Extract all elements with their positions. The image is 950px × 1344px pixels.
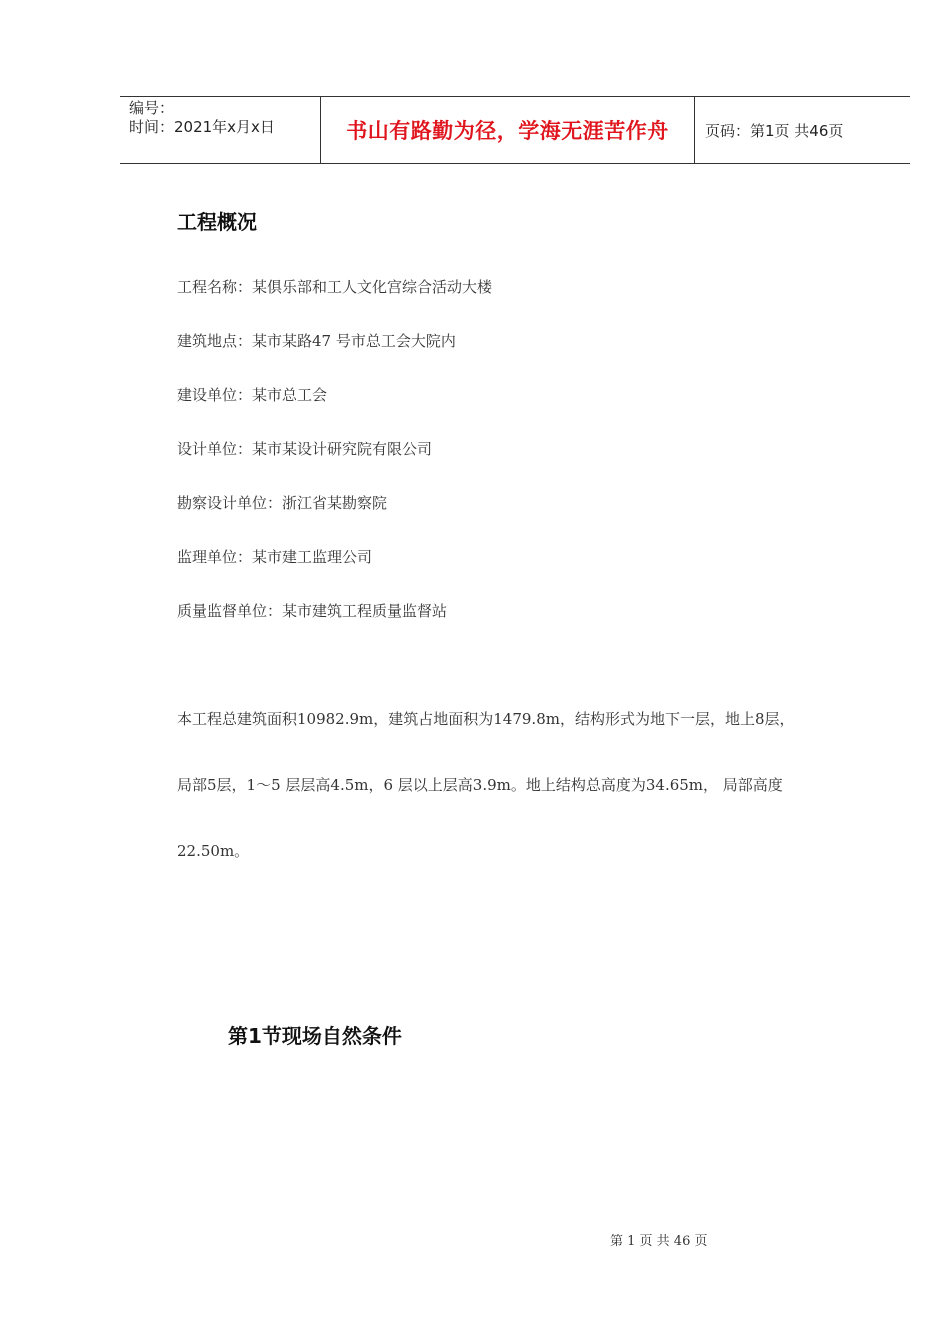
header-slogan: 书山有路勤为径，学海无涯苦作舟 <box>321 97 695 163</box>
header-time-label: 时间：2021年x月x日 <box>129 118 275 136</box>
page-footer: 第 1 页 共 46 页 <box>610 1234 708 1249</box>
info-project-name: 工程名称：某俱乐部和工人文化宫综合活动大楼 <box>177 278 493 296</box>
info-location: 建筑地点：某市某路47 号市总工会大院内 <box>177 332 456 350</box>
page-title: 工程概况 <box>177 210 257 234</box>
info-designer: 设计单位：某市某设计研究院有限公司 <box>177 440 433 458</box>
info-supervisor: 监理单位：某市建工监理公司 <box>177 548 373 566</box>
info-quality-supervision: 质量监督单位：某市建筑工程质量监督站 <box>177 602 448 620</box>
document-header <box>120 96 910 164</box>
paragraph-line-2: 局部5层，1～5 层层高4.5m，6 层以上层高3.9m。地上结构总高度为34.65m， 局部高度 <box>177 776 783 794</box>
header-page-info: 页码：第1页 共46页 <box>705 121 844 140</box>
header-meta-cell <box>120 97 321 163</box>
section-heading: 第1节现场自然条件 <box>228 1024 402 1048</box>
info-survey: 勘察设计单位：浙江省某勘察院 <box>177 494 388 512</box>
header-number-label: 编号： <box>129 99 175 117</box>
paragraph-line-1: 本工程总建筑面积10982.9m，建筑占地面积为1479.8m，结构形式为地下一层，地上8层， <box>177 710 795 728</box>
paragraph-line-3: 22.50m。 <box>177 842 250 860</box>
info-owner: 建设单位：某市总工会 <box>177 386 328 404</box>
